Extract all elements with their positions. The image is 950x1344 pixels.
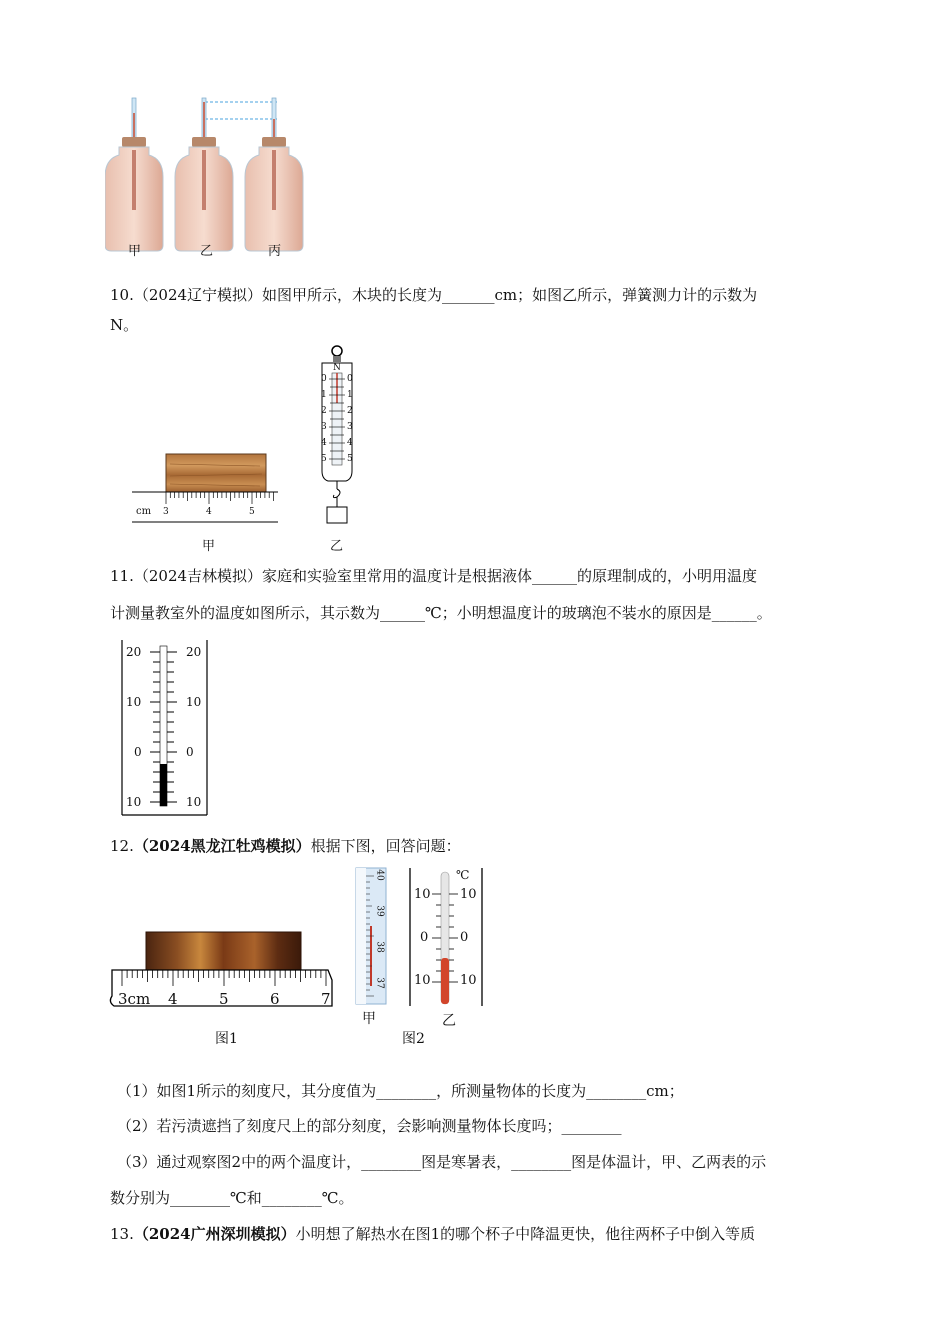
q10-ruler-tick: 5 bbox=[249, 507, 255, 517]
q12-heading bbox=[110, 836, 461, 856]
q10-scale-tick: 3 bbox=[321, 422, 327, 432]
q13-text: 小明想了解热水在图1的哪个杯子中降温更快，他往两杯子中倒入等质 bbox=[295, 1225, 756, 1243]
q10-scale-tick: 0 bbox=[321, 374, 327, 384]
bottle-yi bbox=[175, 98, 233, 251]
q10-scale-tick: 4 bbox=[347, 438, 353, 448]
q12-room-tick: 10 bbox=[414, 973, 431, 988]
q12-room-tick: 10 bbox=[414, 887, 431, 902]
q12-ruler-tick: 6 bbox=[270, 990, 280, 1008]
q12-room-unit: ℃ bbox=[456, 868, 470, 882]
bottle-jia bbox=[105, 98, 163, 251]
q12-room-tick: 0 bbox=[460, 930, 469, 945]
q12-source: （2024黑龙江牡鸡模拟） bbox=[133, 837, 311, 855]
q10-ruler-figure bbox=[130, 450, 280, 525]
q10-scale-tick: 5 bbox=[321, 454, 327, 464]
q11-tick-minus10-right: 10 bbox=[186, 795, 202, 809]
q10-line2: N。 bbox=[110, 316, 139, 334]
q12-room-tick: 0 bbox=[420, 930, 429, 945]
q12-sub3-line1: （3）通过观察图2中的两个温度计，________图是寒暑表，________图是体温计，甲、乙两表的示 bbox=[117, 1153, 767, 1171]
q12-ruler-tick: 4 bbox=[168, 990, 178, 1008]
q10-scale-tick: 5 bbox=[347, 454, 353, 464]
bottle-label-bing: 丙 bbox=[268, 244, 282, 259]
q12-clinical-tick: 40 bbox=[374, 869, 385, 881]
q11-tick-20-left: 20 bbox=[126, 645, 142, 659]
q11-line2: 计测量教室外的温度如图所示，其示数为______℃；小明想温度计的玻璃泡不装水的原因是______。 bbox=[110, 604, 772, 622]
q10-ruler-tick: 4 bbox=[206, 507, 212, 517]
q12-room-thermometer bbox=[408, 866, 486, 1008]
q10-scale-unit: N bbox=[333, 363, 341, 373]
q10-scale-tick: 1 bbox=[321, 390, 327, 400]
q12-clinical-tick: 37 bbox=[374, 977, 385, 989]
q12-clinical-tick: 39 bbox=[374, 905, 385, 917]
q12-sub2: （2）若污渍遮挡了刻度尺上的部分刻度，会影响测量物体长度吗；________ bbox=[117, 1117, 622, 1135]
q12-label-jia: 甲 bbox=[362, 1011, 376, 1027]
q10-label-jia: 甲 bbox=[202, 539, 216, 554]
q10-ruler-unit: cm bbox=[136, 506, 152, 517]
q10-label-yi: 乙 bbox=[330, 539, 344, 554]
q13-heading bbox=[110, 1224, 755, 1244]
bottle-label-yi: 乙 bbox=[200, 244, 214, 259]
q11-tick-10-right: 10 bbox=[186, 695, 202, 709]
q12-fig2-label: 图2 bbox=[402, 1031, 425, 1047]
q10-line1: 10.（2024辽宁模拟）如图甲所示，木块的长度为_______cm；如图乙所示，弹簧测力计的示数为 bbox=[110, 286, 758, 304]
bottle-label-jia: 甲 bbox=[128, 244, 142, 259]
bottle-bing bbox=[245, 98, 303, 251]
q10-scale-tick: 1 bbox=[347, 390, 353, 400]
q11-line1: 11.（2024吉林模拟）家庭和实验室里常用的温度计是根据液体______的原理制成的，小明用温度 bbox=[110, 567, 758, 585]
q12-ruler-tick: 7 bbox=[321, 990, 331, 1008]
bottles-figure bbox=[105, 95, 310, 260]
q12-room-tick: 10 bbox=[460, 973, 477, 988]
q12-ruler-tick: 5 bbox=[219, 990, 229, 1008]
q12-text: 根据下图，回答问题： bbox=[310, 837, 461, 855]
q10-scale-tick: 0 bbox=[347, 374, 353, 384]
q12-clinical-thermometer bbox=[352, 866, 388, 1006]
q12-number: 12. bbox=[110, 837, 134, 855]
q11-tick-minus10-left: 10 bbox=[126, 795, 142, 809]
q12-room-tick: 10 bbox=[460, 887, 477, 902]
q13-source: （2024广州深圳模拟） bbox=[133, 1225, 296, 1243]
q11-tick-0-left: 0 bbox=[134, 745, 142, 759]
q12-sub1: （1）如图1所示的刻度尺，其分度值为________，所测量物体的长度为________cm； bbox=[117, 1082, 684, 1100]
q12-ruler-figure bbox=[108, 930, 338, 1012]
q11-tick-20-right: 20 bbox=[186, 645, 202, 659]
q10-ruler-tick: 3 bbox=[163, 507, 169, 517]
q12-ruler-tick: 3cm bbox=[118, 990, 151, 1008]
q11-tick-0-right: 0 bbox=[186, 745, 194, 759]
q10-scale-tick: 2 bbox=[347, 406, 353, 416]
q10-scale-tick: 3 bbox=[347, 422, 353, 432]
q12-clinical-tick: 38 bbox=[374, 941, 385, 953]
q11-tick-10-left: 10 bbox=[126, 695, 142, 709]
q10-spring-scale bbox=[316, 343, 358, 528]
q10-scale-tick: 4 bbox=[321, 438, 327, 448]
q11-thermometer bbox=[118, 640, 213, 820]
q13-number: 13. bbox=[110, 1225, 134, 1243]
q12-sub3-line2: 数分别为________℃和________℃。 bbox=[110, 1189, 354, 1207]
q10-scale-tick: 2 bbox=[321, 406, 327, 416]
q12-label-yi: 乙 bbox=[442, 1013, 456, 1029]
q12-fig1-label: 图1 bbox=[215, 1031, 238, 1047]
